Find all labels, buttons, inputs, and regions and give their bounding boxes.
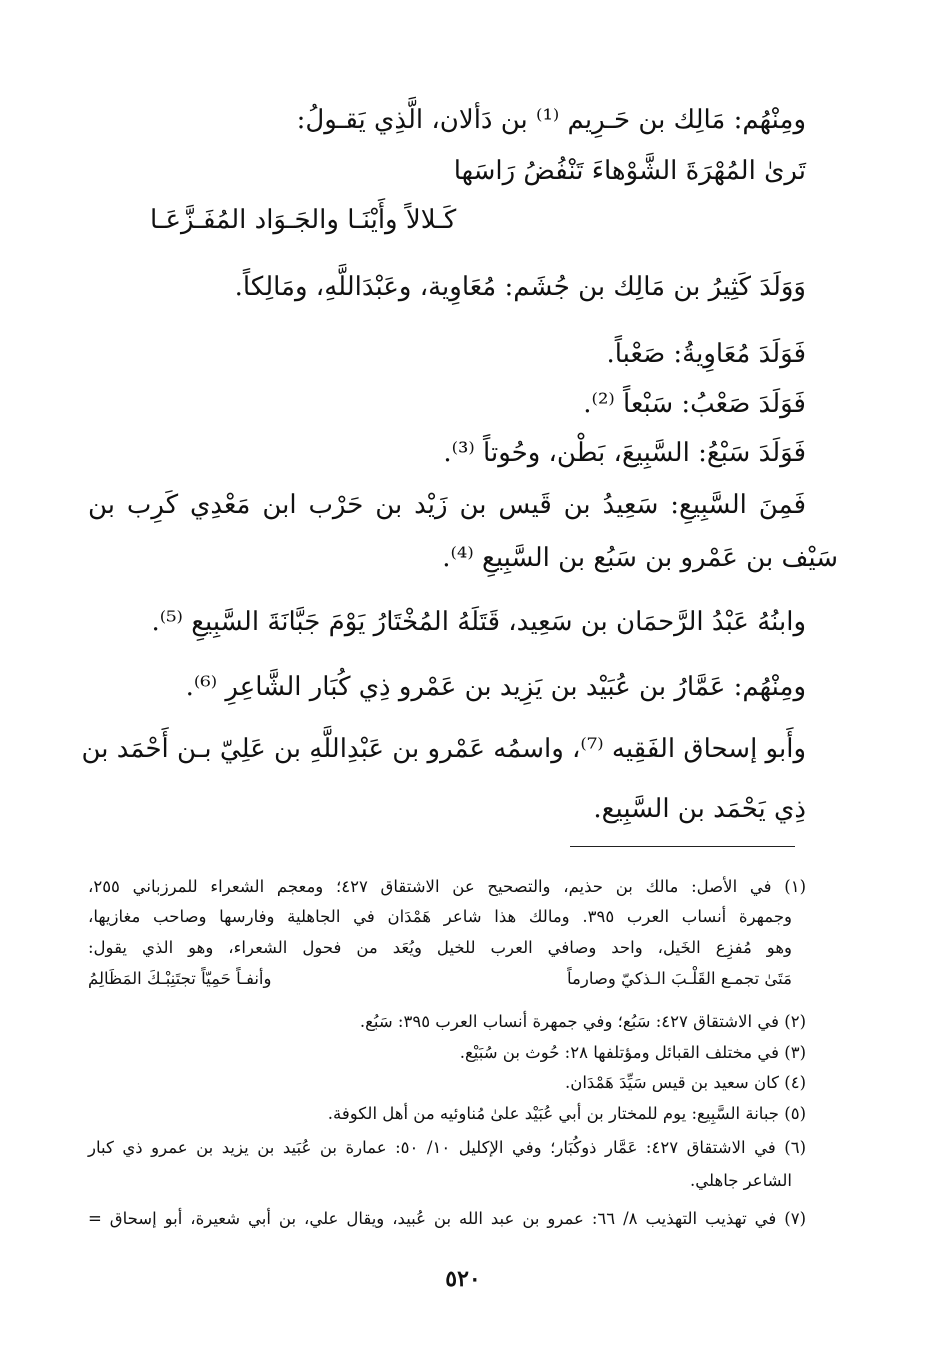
- footnote-5: (٥) جبانة السَّبِيع: يوم للمختار بن أبي عُبَيْد علىٰ مُناوئيه من أهل الكوفة.: [327, 1104, 806, 1123]
- footnote-4: (٤) كان سعيد بن قيس سَيِّدَ هَمْدَان.: [564, 1073, 806, 1092]
- footnote-1-verse: [88, 969, 792, 988]
- text-line-8: وابنُهُ عَبْدُ الرَّحمَان بن سَعِيد، قَتَلَهُ المُخْتَارُ يَوْمَ جَبَّانَةَ السَّبِيعِ ⁽⁵⁾.: [151, 607, 806, 637]
- text-line-2: وَوَلَدَ كَثِيرُ بن مَالِك بن جُشَم: مُعَاوِية، وعَبْدَاللَّهِ، ومَالِكاً.: [234, 272, 806, 302]
- text-line-9: ومِنْهُم: عَمَّارُ بن عُبَيْد بن يَزِيد بن عَمْرو ذِي كُبَار الشَّاعِرِ ⁽⁶⁾.: [185, 672, 806, 702]
- footnote-2: (٢) في الاشتقاق ٤٢٧: سَبُع؛ وفي جمهرة أنساب العرب ٣٩٥: سَبُع.: [359, 1012, 806, 1031]
- poem-second-hemistich: كَـلالاً وأَيْنَـا والجَـوَاد المُفَـزَّعَـا: [150, 205, 457, 235]
- poem-first-hemistich: تَرىٰ المُهْرَةَ الشَّوْهاءَ تَنْفُضُ رَاسَها: [453, 156, 806, 186]
- footnote-3: (٣) في مختلف القبائل ومؤتلفها ٢٨: حُوث بن سُبَيْع.: [459, 1043, 806, 1062]
- footnote-7: (٧) في تهذيب التهذيب ٨/ ٦٦: عمرو بن عبد الله بن عُبيد، ويقال علي، بن أبي شعيرة، أبو إسحاق =: [88, 1209, 806, 1228]
- text-line-6: فَمِنَ السَّبِيعِ: سَعِيدُ بن قَيس بن زَيْد بن حَرْب ابن مَعْدِي كَرِب بن: [88, 490, 806, 520]
- footnote-separator: [570, 846, 795, 847]
- footnote-verse-first: مَتَىٰ تجمـع القَلْـبَ الـذكيّ وصارماً: [567, 969, 792, 988]
- page-number: ٥٢٠: [445, 1266, 481, 1292]
- footnote-1-line-1: (١) في الأصل: مالك بن حذيم، والتصحيح عن الاشتقاق ٤٢٧؛ ومعجم الشعراء للمرزباني ٢٥٥،: [88, 877, 806, 896]
- text-line-1: ومِنْهُم: مَالِك بن حَـرِيم ⁽¹⁾ بن دَألان، الَّذِي يَقـولُ:: [296, 105, 806, 135]
- footnote-verse-second: وأنفـاً حَمِيّاً تجتَنِبْـكَ المَظَالِمُ: [88, 969, 272, 988]
- footnote-1-line-2: وجمهرة أنساب العرب ٣٩٥. ومالك هذا شاعر هَمْدَان في الجاهلية وفارسها وصاحب مغازيها،: [88, 907, 792, 926]
- footnote-6-line-1: (٦) في الاشتقاق ٤٢٧: عَمَّار ذوكُبَار؛ وفي الإكليل ١٠/ ٥٠: عمارة بن عُبَيد بن يزيد بن عمرو ذي كبار: [88, 1138, 806, 1157]
- footnote-6-line-2: الشاعر جاهلي.: [690, 1171, 792, 1190]
- text-line-11: ذِي يَحْمَد بن السَّبِيع.: [593, 794, 806, 824]
- text-line-3: فَوَلَدَ مُعَاوِيةُ: صَعْباً.: [606, 339, 806, 369]
- text-line-4: فَوَلَدَ صَعْبُ: سَبْعاً ⁽²⁾.: [583, 389, 806, 419]
- text-line-5: فَوَلَدَ سَبْعُ: السَّبِيعَ، بَطْن، وحُوتاً ⁽³⁾.: [443, 438, 806, 468]
- text-line-10: وأَبو إسحاق الفَقِيه ⁽⁷⁾، واسمُه عَمْرو بن عَبْدِاللَّهِ بن عَلِيّ بـن أَحْمَد بن: [81, 734, 806, 764]
- text-line-7: سَيْف بن عَمْرو بن سَبُع بن السَّبِيعِ ⁽⁴⁾.: [442, 543, 838, 573]
- footnote-1-line-3: وهو مُفزِع الخَيل، واحد وصافي العرب للخيل ويُعَد من فحول الشعراء، وهو الذي يقول:: [88, 938, 792, 957]
